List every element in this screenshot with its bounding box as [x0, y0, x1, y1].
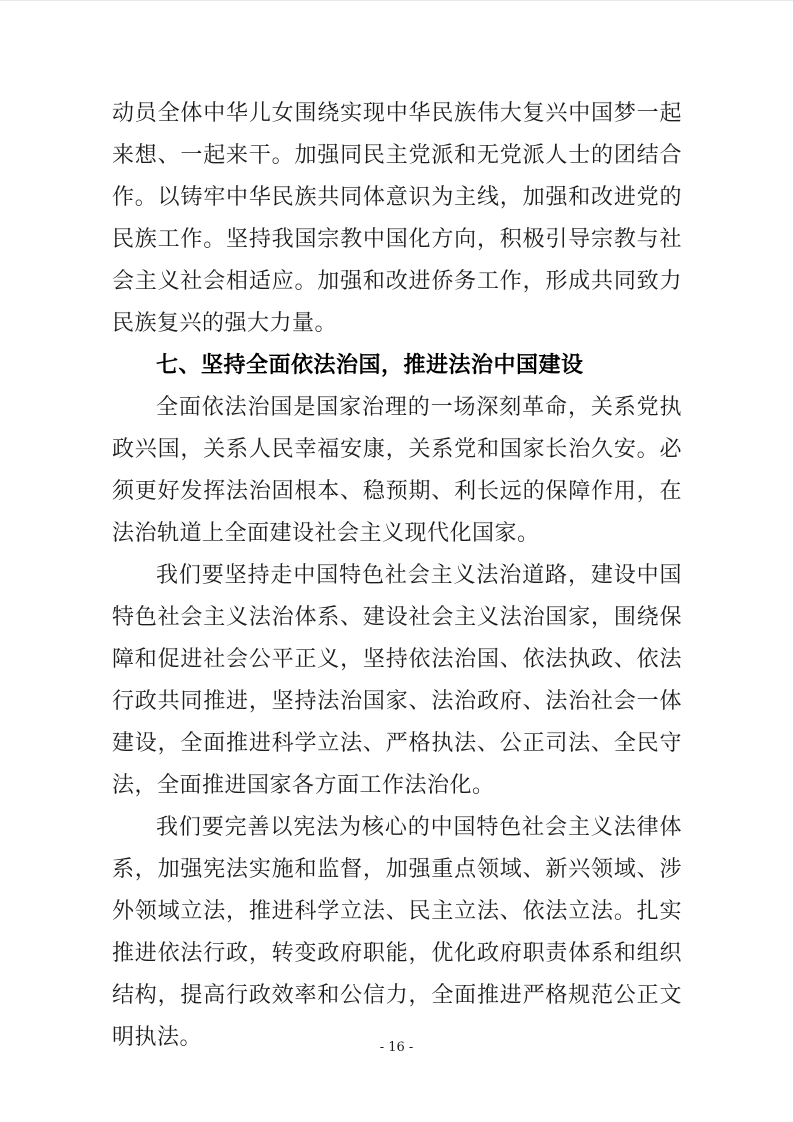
paragraph: 全面依法治国是国家治理的一场深刻革命，关系党执政兴国，关系人民幸福安康，关系党和国家长治久安。必须更好发挥法治固根本、稳预期、利长远的保障作用，在法治轨道上全面建设社会主义现代化国家。	[112, 395, 682, 546]
paragraph: 我们要坚持走中国特色社会主义法治道路，建设中国特色社会主义法治体系、建设社会主义法治国家，围绕保障和促进社会公平正义，坚持依法治国、依法执政、依法行政共同推进，坚持法治国家、法治政府、法治社会一体建设，全面推进科学立法、严格执法、公正司法、全民守法，全面推进国家各方面工作法治化。	[112, 563, 682, 798]
paragraph-continuation: 动员全体中华儿女围绕实现中华民族伟大复兴中国梦一起来想、一起来干。加强同民主党派和无党派人士的团结合作。以铸牢中华民族共同体意识为主线，加强和改进党的民族工作。坚持我国宗教中国化方向，积极引导宗教与社会主义社会相适应。加强和改进侨务工作，形成共同致力民族复兴的强大力量。	[112, 101, 682, 336]
page-content	[112, 93, 682, 1059]
section-heading: 七、坚持全面依法治国，推进法治中国建设	[156, 353, 584, 378]
page-number: - 16 -	[379, 1040, 414, 1055]
paragraph: 我们要完善以宪法为核心的中国特色社会主义法律体系，加强宪法实施和监督，加强重点领域、新兴领域、涉外领域立法，推进科学立法、民主立法、依法立法。扎实推进依法行政，转变政府职能，优化政府职责体系和组织结构，提高行政效率和公信力，全面推进严格规范公正文明执法。	[112, 815, 682, 1050]
